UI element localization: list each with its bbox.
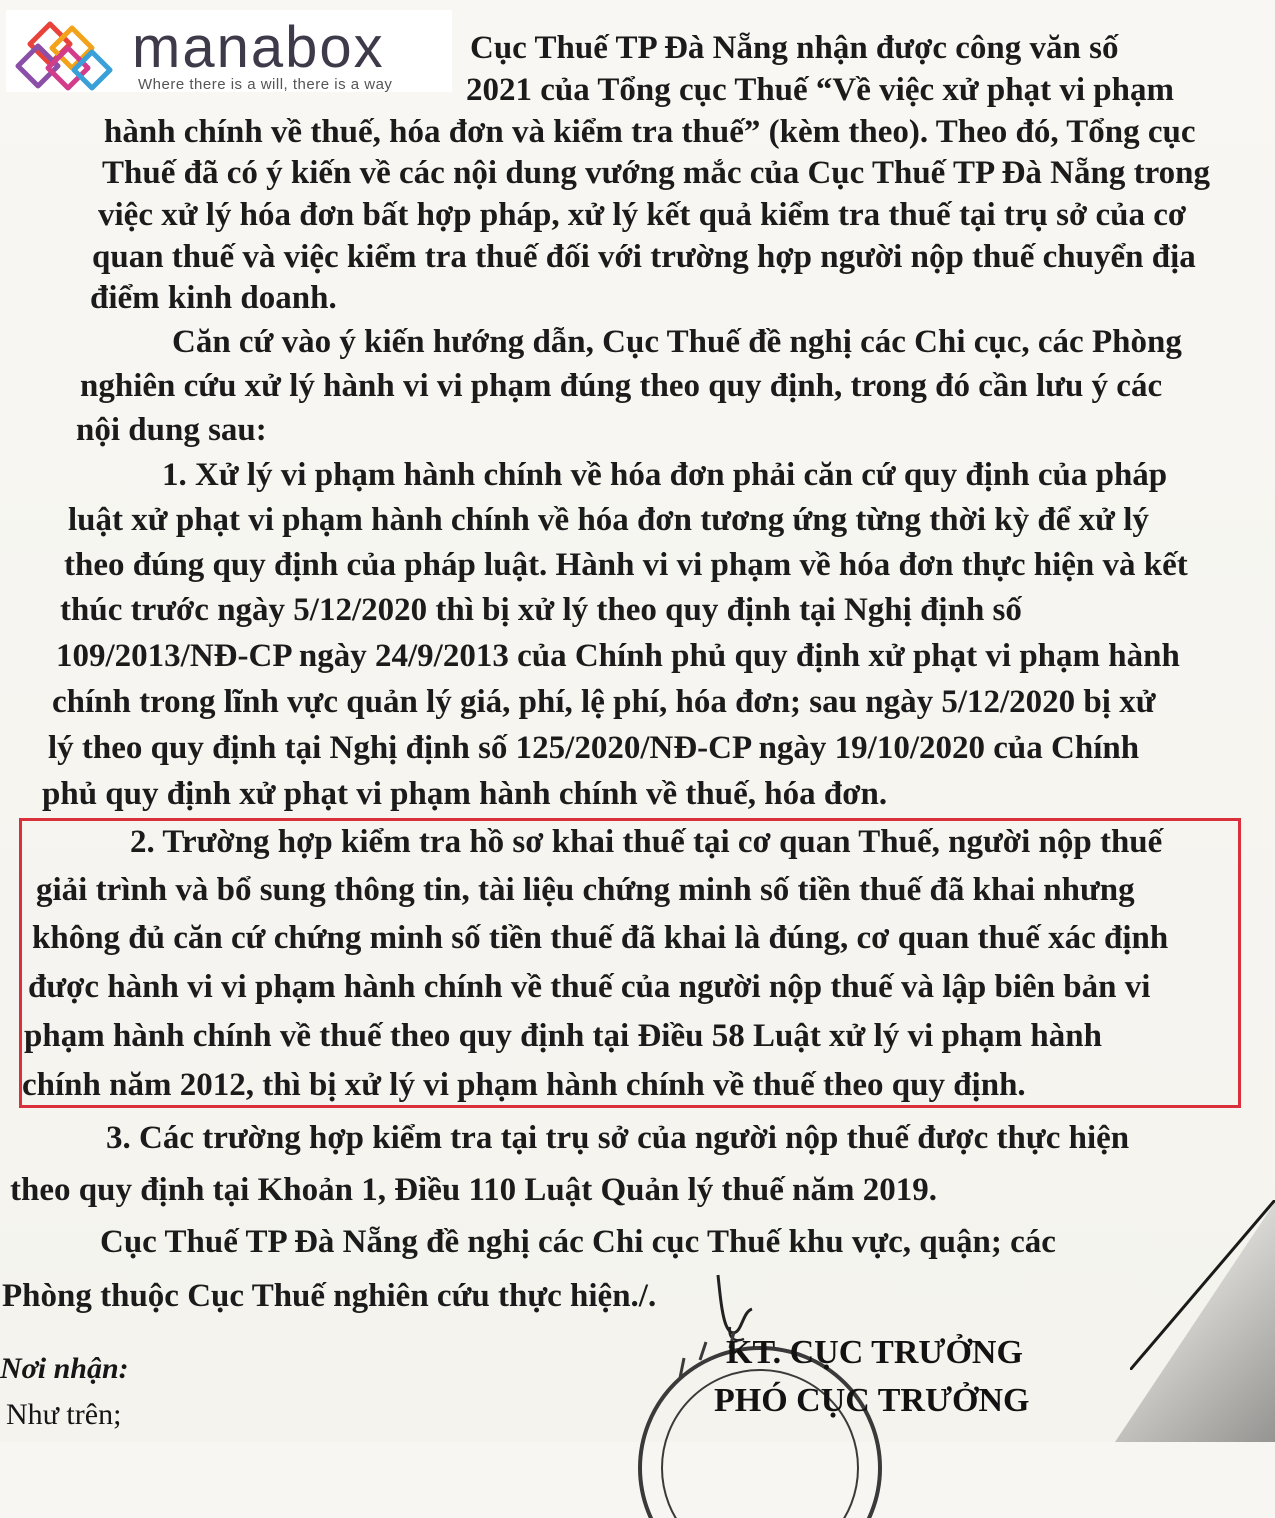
- item3-line-1: 3. Các trường hợp kiểm tra tại trụ sở của người nộp thuế được thực hiện: [106, 1120, 1130, 1156]
- intro-line-1: Cục Thuế TP Đà Nẵng nhận được công văn số: [470, 30, 1119, 66]
- logo-name: manabox: [132, 15, 385, 80]
- signature-title-1: KT. CỤC TRƯỞNG: [726, 1334, 1023, 1371]
- intro-line-2: 2021 của Tổng cục Thuế “Về việc xử phạt vi phạm: [466, 72, 1174, 108]
- basis-line-3: nội dung sau:: [76, 412, 267, 448]
- item1-line-3: theo đúng quy định của pháp luật. Hành vi vi phạm về hóa đơn thực hiện và kết: [64, 547, 1188, 583]
- item2-line-2: giải trình và bổ sung thông tin, tài liệu chứng minh số tiền thuế đã khai nhưng: [36, 872, 1135, 908]
- item2-line-1: 2. Trường hợp kiểm tra hồ sơ khai thuế tại cơ quan Thuế, người nộp thuế: [130, 824, 1163, 860]
- item1-line-2: luật xử phạt vi phạm hành chính về hóa đơn tương ứng từng thời kỳ để xử lý: [68, 502, 1149, 538]
- item1-line-7: lý theo quy định tại Nghị định số 125/2020/NĐ-CP ngày 19/10/2020 của Chính: [48, 730, 1140, 766]
- closing-line-2: Phòng thuộc Cục Thuế nghiên cứu thực hiện./.: [2, 1278, 657, 1314]
- basis-line-2: nghiên cứu xử lý hành vi vi phạm đúng theo quy định, trong đó cần lưu ý các: [80, 368, 1163, 404]
- manabox-logo: [6, 10, 452, 92]
- manabox-logo-mark-icon: [10, 18, 130, 92]
- item2-line-5: phạm hành chính về thuế theo quy định tại Điều 58 Luật xử lý vi phạm hành: [24, 1018, 1102, 1054]
- item2-line-3: không đủ căn cứ chứng minh số tiền thuế đã khai là đúng, cơ quan thuế xác định: [32, 920, 1169, 956]
- intro-line-6: quan thuế và việc kiểm tra thuế đối với trường hợp người nộp thuế chuyển địa: [92, 239, 1196, 275]
- item1-line-5: 109/2013/NĐ-CP ngày 24/9/2013 của Chính phủ quy định xử phạt vi phạm hành: [56, 638, 1180, 674]
- basis-line-1: Căn cứ vào ý kiến hướng dẫn, Cục Thuế đề nghị các Chi cục, các Phòng: [172, 324, 1182, 360]
- item3-line-2: theo quy định tại Khoản 1, Điều 110 Luật Quản lý thuế năm 2019.: [10, 1172, 937, 1208]
- item1-line-6: chính trong lĩnh vực quản lý giá, phí, lệ phí, hóa đơn; sau ngày 5/12/2020 bị xử: [52, 684, 1156, 720]
- item2-line-4: được hành vi vi phạm hành chính về thuế của người nộp thuế và lập biên bản vi: [28, 969, 1151, 1005]
- recipients-label: Nơi nhận:: [0, 1352, 129, 1385]
- item1-line-1: 1. Xử lý vi phạm hành chính về hóa đơn phải căn cứ quy định của pháp: [162, 457, 1168, 493]
- item1-line-8: phủ quy định xử phạt vi phạm hành chính về thuế, hóa đơn.: [42, 776, 888, 812]
- closing-line-1: Cục Thuế TP Đà Nẵng đề nghị các Chi cục Thuế khu vực, quận; các: [100, 1224, 1056, 1260]
- item1-line-4: thúc trước ngày 5/12/2020 thì bị xử lý theo quy định tại Nghị định số: [60, 592, 1022, 628]
- logo-tagline: Where there is a will, there is a way: [138, 76, 393, 93]
- recipients-value: Như trên;: [6, 1398, 122, 1431]
- intro-line-3: hành chính về thuế, hóa đơn và kiểm tra thuế” (kèm theo). Theo đó, Tổng cục: [104, 114, 1196, 150]
- signature-title-2: PHÓ CỤC TRƯỞNG: [714, 1382, 1030, 1419]
- intro-line-4: Thuế đã có ý kiến về các nội dung vướng mắc của Cục Thuế TP Đà Nẵng trong: [102, 155, 1210, 191]
- item2-line-6: chính năm 2012, thì bị xử lý vi phạm hành chính về thuế theo quy định.: [22, 1067, 1026, 1103]
- intro-line-5: việc xử lý hóa đơn bất hợp pháp, xử lý kết quả kiểm tra thuế tại trụ sở của cơ: [98, 197, 1187, 233]
- intro-line-7: điểm kinh doanh.: [90, 280, 337, 316]
